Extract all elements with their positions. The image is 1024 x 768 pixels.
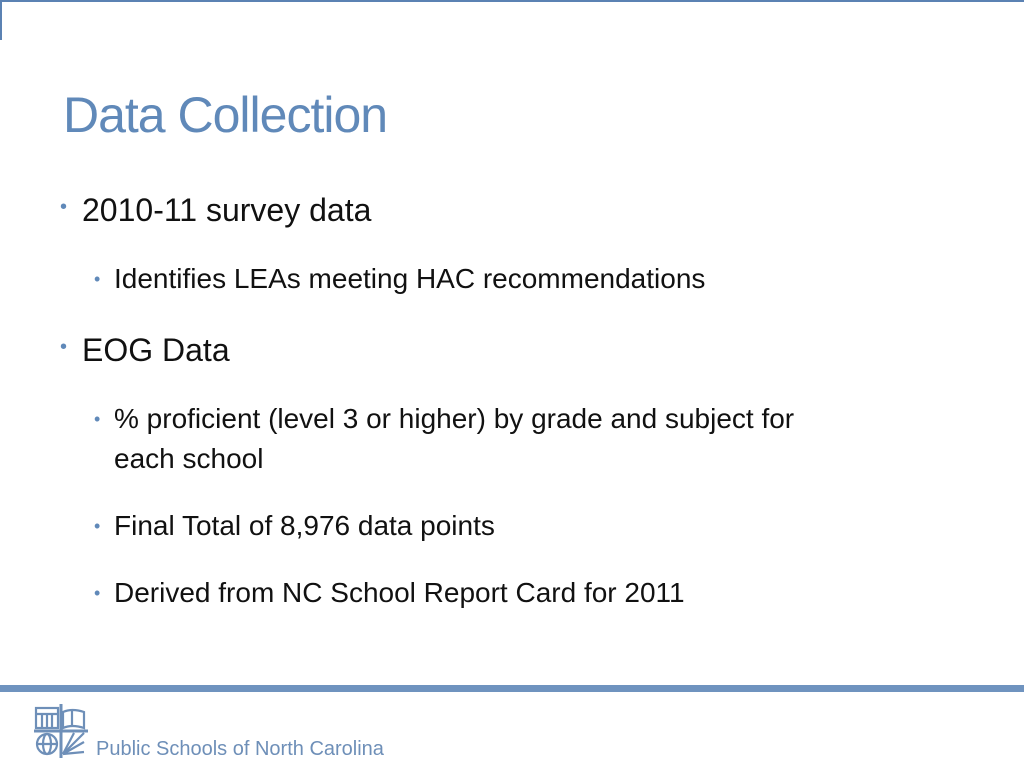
bullet-dot-icon: • [94,409,101,429]
bullet-text: Derived from NC School Report Card for 2011 [114,577,685,608]
nc-public-schools-logo-icon [34,704,88,758]
bullet-identifies-leas [94,259,706,299]
slide-title: Data Collection [63,87,388,143]
bullet-text: 2010-11 survey data [82,192,372,228]
footer-org-name: Public Schools of North Carolina [96,738,384,760]
bullet-text: Identifies LEAs meeting HAC recommendations [114,263,706,294]
bullet-dot-icon: • [94,516,101,536]
bullet-percent-proficient [94,399,795,479]
bullet-text: EOG Data [82,332,230,368]
bullet-survey-data [60,192,372,229]
bullet-derived-from [94,573,685,613]
bullet-dot-icon: • [60,336,68,358]
top-left-corner-mark [0,0,2,40]
bullet-dot-icon: • [60,196,68,218]
bullet-final-total [94,506,495,546]
bullet-text: % proficient (level 3 or higher) by grade and subject for [114,403,795,434]
bullet-text-continuation: each school [114,443,264,474]
bullet-dot-icon: • [94,583,101,603]
footer-divider [0,685,1024,692]
bullet-eog-data [60,332,230,369]
bullet-dot-icon: • [94,269,101,289]
top-border-line [0,0,1024,2]
bullet-text: Final Total of 8,976 data points [114,510,495,541]
